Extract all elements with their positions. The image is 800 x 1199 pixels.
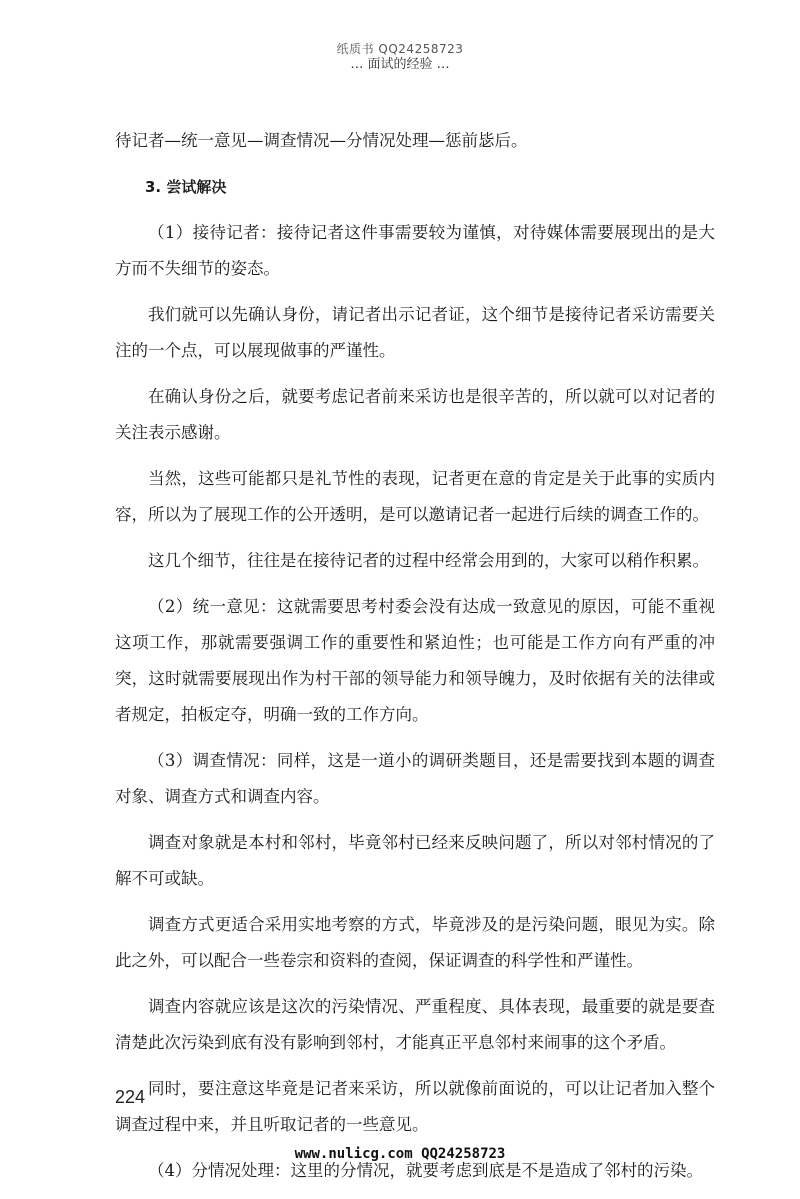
paragraph: 调查对象就是本村和邻村，毕竟邻村已经来反映问题了，所以对邻村情况的了解不可或缺。 [115,833,715,888]
paragraph: （4）分情况处理：这里的分情况，就要考虑到底是不是造成了邻村的污染。 [148,1161,703,1180]
body-text [115,123,715,1199]
paragraph: 调查内容就应该是这次的污染情况、严重程度、具体表现，最重要的就是要查清楚此次污染到底有没有影响到邻村，才能真正平息邻村来闹事的这个矛盾。 [115,997,715,1052]
paragraph: 同时，要注意这毕竟是记者来采访，所以就像前面说的，可以让记者加入整个调查过程中来，并且听取记者的一些意见。 [115,1079,715,1134]
footer-url: www.nulicg.com QQ24258723 [294,1146,506,1162]
running-title: … 面试的经验 … [350,57,450,72]
paragraph: 在确认身份之后，就要考虑记者前来采访也是很辛苦的，所以就可以对记者的关注表示感谢。 [115,387,715,442]
paragraph: （3）调查情况：同样，这是一道小的调研类题目，还是需要找到本题的调查对象、调查方式和调查内容。 [115,751,715,806]
paragraph: 当然，这些可能都只是礼节性的表现，记者更在意的肯定是关于此事的实质内容，所以为了展现工作的公开透明，是可以邀请记者一起进行后续的调查工作的。 [115,469,715,524]
paragraph: （2）统一意见：这就需要思考村委会没有达成一致意见的原因，可能不重视这项工作，那就需要强调工作的重要性和紧迫性；也可能是工作方向有严重的冲突，这时就需要展现出作为村干部的领导能力和领导魄力，及时依据有关的法律或者规定，拍板定夺，明确一致的工作方向。 [115,597,715,724]
paragraph: （1）接待记者：接待记者这件事需要较为谨慎，对待媒体需要展现出的是大方而不失细节的姿态。 [115,223,715,278]
page-number: 224 [115,1087,146,1107]
section-heading: 3. 尝试解决 [145,178,227,196]
paragraph: 这几个细节，往往是在接待记者的过程中经常会用到的，大家可以稍作积累。 [148,551,709,570]
paragraph: 我们就可以先确认身份，请记者出示记者证，这个细节是接待记者采访需要关注的一个点，可以展现做事的严谨性。 [115,305,715,360]
paragraph-continuation: 待记者—统一意见—调查情况—分情况处理—惩前毖后。 [115,131,528,150]
paragraph: 调查方式更适合采用实地考察的方式，毕竟涉及的是污染问题，眼见为实。除此之外，可以配合一些卷宗和资料的查阅，保证调查的科学性和严谨性。 [115,915,715,970]
watermark-text: 纸质书 QQ24258723 [336,42,464,56]
